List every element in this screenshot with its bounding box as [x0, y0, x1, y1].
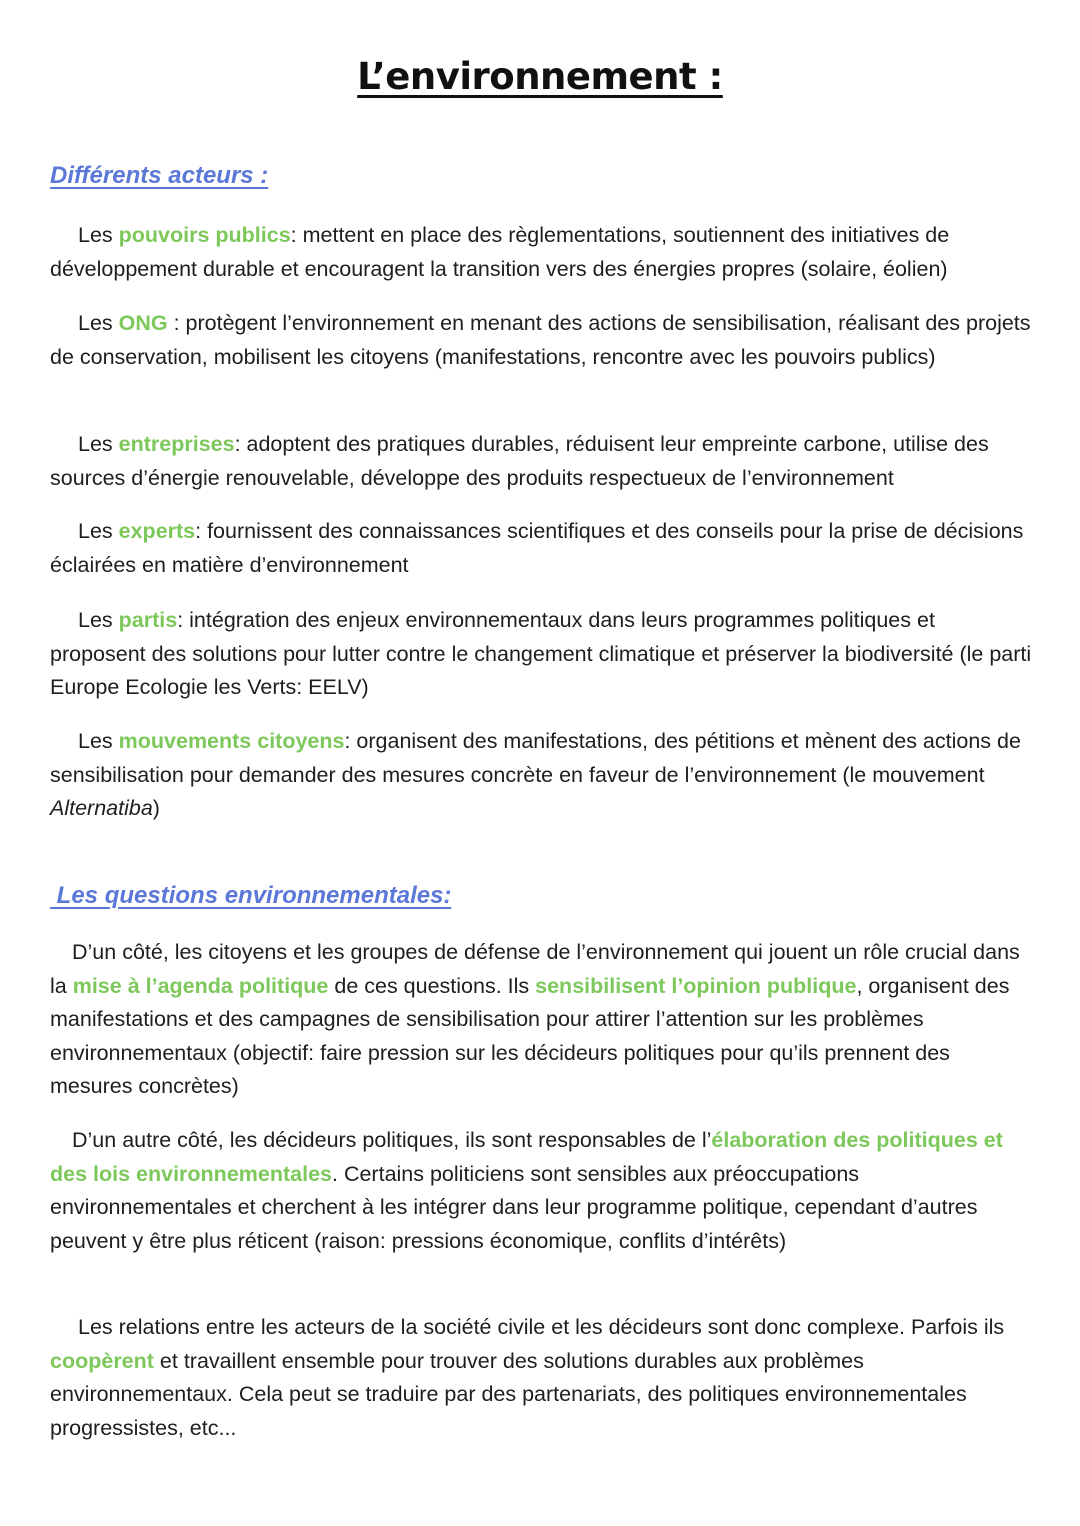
highlight-term: sensibilisent l’opinion publique: [535, 973, 857, 998]
paragraph-policymakers-side: D’un autre côté, les décideurs politiques, ils sont responsables de l’élaboration des politiques et des lois environnementales. Certains politiciens sont sensibles aux préoccupations environnementales et cherchent à les intégrer dans leur programme politique, cependant d’autres peuvent y être plus réticent (raison: pressions économique, conflits d’intérêts): [50, 1128, 1003, 1253]
highlight-term: mouvements citoyens: [118, 729, 345, 753]
highlight-term: mise à l’agenda politique: [72, 973, 329, 998]
paragraph-citizen-movements: Les mouvements citoyens: organisent des manifestations, des pétitions et mènent des actions de sensibilisation pour demander des mesures concrète en faveur de l’environnement (le mouvement Alternatiba): [50, 729, 1021, 820]
section-heading-actors: Différents acteurs :: [50, 162, 269, 189]
paragraph-companies: Les entreprises: adoptent des pratiques durables, réduisent leur empreinte carbone, utilise des sources d’énergie renouvelable, développe des produits respectueux de l’environnement: [50, 432, 989, 490]
paragraph-ngo: Les ONG : protègent l’environnement en menant des actions de sensibilisation, réalisant des projets de conservation, mobilisent les citoyens (manifestations, rencontre avec les pouvoirs publics): [50, 311, 1031, 369]
paragraph-experts: Les experts: fournissent des connaissances scientifiques et des conseils pour la prise de décisions éclairées en matière d’environnement: [50, 519, 1024, 577]
highlight-term: pouvoirs publics: [118, 223, 291, 247]
paragraph-citizens-side: D’un côté, les citoyens et les groupes de défense de l’environnement qui jouent un rôle crucial dans la mise à l’agenda politique de ces questions. Ils sensibilisent l’opinion publique, organisent des manifestations et des campagnes de sensibilisation pour attirer l’attention sur les problèmes environnementaux (objectif: faire pression sur les décideurs politiques pour qu’ils prennent des mesures concrètes): [50, 940, 1020, 1098]
highlight-term: élaboration des politiques et des lois environnementales: [50, 1128, 1003, 1186]
paragraph-relations: Les relations entre les acteurs de la société civile et les décideurs sont donc complexe. Parfois ils coopèrent et travaillent ensemble pour trouver des solutions durables aux problèmes environnementaux. Cela peut se traduire par des partenariats, des politiques environnementales progressistes, etc...: [50, 1315, 1005, 1440]
highlight-term: partis: [118, 608, 178, 632]
highlight-term: ONG: [118, 311, 168, 335]
section-heading-questions: Les questions environnementales:: [50, 882, 452, 909]
paragraph-public-authorities: Les pouvoirs publics: mettent en place des règlementations, soutiennent des initiatives de développement durable et encouragent la transition vers des énergies propres (solaire, éolien): [50, 223, 950, 281]
italic-term: Alternatiba: [50, 796, 153, 820]
paragraph-parties: Les partis: intégration des enjeux environnementaux dans leurs programmes politiques et proposent des solutions pour lutter contre le changement climatique et préserver la biodiversité (le parti Europe Ecologie les Verts: EELV): [50, 608, 1032, 699]
highlight-term: entreprises: [118, 432, 235, 456]
page-title: L’environnement :: [357, 55, 723, 98]
highlight-term: coopèrent: [50, 1348, 154, 1373]
highlight-term: experts: [118, 519, 196, 543]
